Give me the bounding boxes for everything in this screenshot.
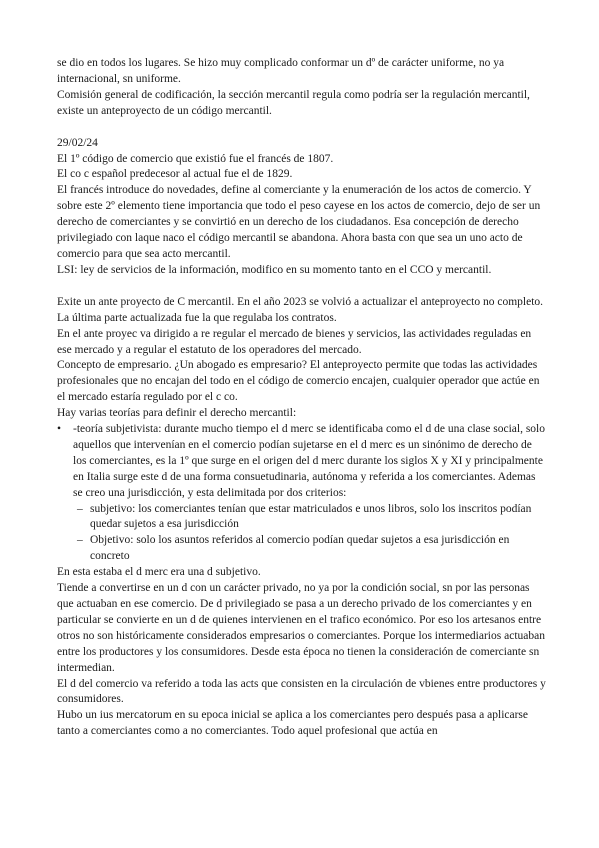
paragraph: Hubo un ius mercatorum en su epoca inicial se aplica a los comerciantes pero después pasa a aplicarse tanto a comerciantes como a no comerciantes. Todo aquel profesional que actúa en — [57, 709, 529, 738]
list-item — [57, 422, 547, 502]
paragraph: El francés introduce do novedades, define al comerciante y la enumeración de los actos de comercio. Y sobre este 2º elemento tiene importancia que todo el peso cayese en los actos de comercio, dejo de ser un derecho de comerciantes y se convirtió en un derecho de los ciudadanos. Esa concepción de derecho privilegiado con laque naco el código mercantil se abandona. Ahora basta con que sea un uno acto de comercio para que sea acto mercantil. — [57, 184, 541, 260]
spacer — [57, 120, 547, 136]
sub-list-item-text: Objetivo: solo los asuntos referidos al comercio podían quedar sujetos a esa jurisdicción en concreto — [90, 534, 510, 563]
dash-mark: – — [77, 534, 83, 547]
date-heading: 29/02/24 — [57, 136, 98, 149]
paragraph: Tiende a convertirse en un d con un carácter privado, no ya por la condición social, sn por las personas que actuaban en ese comercio. De d privilegiado se pasa a un derecho privado de los comerciantes y en particular se convierte en un d de quienes intervienen en el trafico económico. Por eso los artesanos entre otros no son históricamente considerados empresarios o comerciantes. Porque los intermediarios actuaban entre los productores y los consumidores. Desde esta época no tienen la consideración de comerciante sn intermedian. — [57, 582, 545, 674]
document-body — [57, 56, 547, 740]
paragraph: El co c español predecesor al actual fue el de 1829. — [57, 168, 293, 181]
sub-list-item — [57, 502, 547, 534]
paragraph: Concepto de empresario. ¿Un abogado es empresario? El anteproyecto permite que todas las actividades profesionales que no encajan del todo en el código de comercio encajen, cualquier operador que actúe en el mercado estaría regulado por el c co. — [57, 359, 540, 404]
dash-mark: – — [77, 502, 83, 515]
paragraph: En el ante proyec va dirigido a re regular el mercado de bienes y servicios, las actividades reguladas en ese mercado y a regular el estatuto de los operadores del mercado. — [57, 327, 532, 356]
bullet-mark: • — [57, 423, 62, 436]
spacer — [57, 279, 547, 295]
paragraph: El 1º código de comercio que existió fue el francés de 1807. — [57, 152, 334, 165]
paragraph: Exite un ante proyecto de C mercantil. En el año 2023 se volvió a actualizar el anteproyecto no completo. La última parte actualizada fue la que regulaba los contratos. — [57, 295, 544, 324]
paragraph: se dio en todos los lugares. Se hizo muy complicado conformar un dº de carácter uniforme, no ya internacional, sn uniforme. — [57, 57, 505, 85]
sub-list-item — [57, 533, 547, 565]
paragraph: El d del comercio va referido a toda las acts que consisten en la circulación de vbienes entre productores y consumidores. — [57, 677, 546, 706]
paragraph: Comisión general de codificación, la sección mercantil regula como podría ser la regulación mercantil, existe un anteproyecto de un código mercantil. — [57, 88, 530, 117]
paragraph: En esta estaba el d merc era una d subjetivo. — [57, 566, 261, 579]
paragraph: Hay varias teorías para definir el derecho mercantil: — [57, 407, 297, 420]
paragraph: LSI: ley de servicios de la información, modifico en su momento tanto en el CCO y mercantil. — [57, 263, 492, 276]
sub-list-item-text: subjetivo: los comerciantes tenían que estar matriculados e unos libros, solo los inscritos podían quedar sujetos a esa jurisdicción — [90, 502, 532, 531]
list-item-text: -teoría subjetivista: durante mucho tiempo el d merc se identificaba como el d de una clase social, solo aquellos que intervenían en el comercio podían sujetarse en el d merc es un sinónimo de derecho de los comerciantes, es la 1º que surge en el origen del d merc durante los siglos X y XI y principalmente en Italia surge este d de una forma consuetudinaria, autónoma y referida a los comerciantes. Ademas se creo una jurisdicción, y esta delimitada por dos criterios: — [73, 423, 545, 499]
